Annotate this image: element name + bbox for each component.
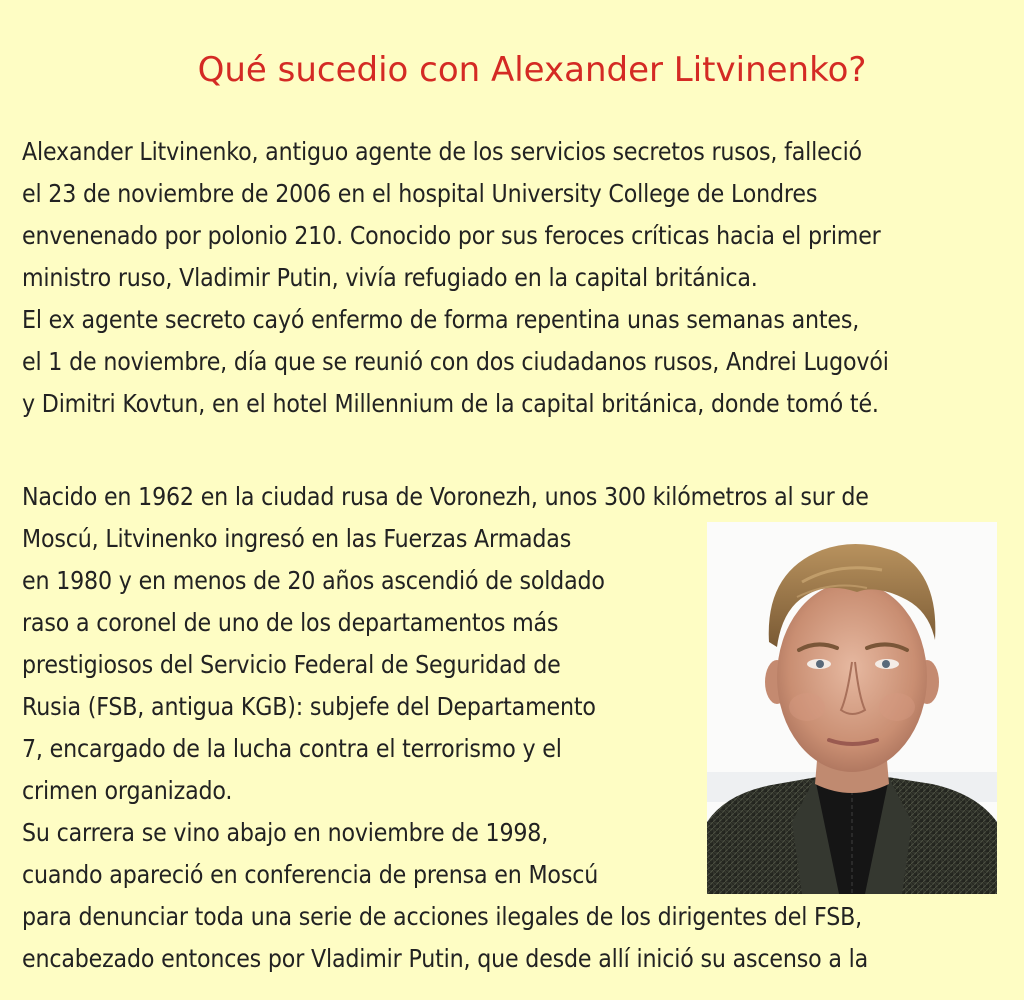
paragraph-line: en 1980 y en menos de 20 años ascendió de soldado — [22, 566, 605, 595]
paragraph-line: y Dimitri Kovtun, en el hotel Millennium de la capital británica, donde tomó té. — [22, 389, 879, 418]
paragraph-line: Nacido en 1962 en la ciudad rusa de Voronezh, unos 300 kilómetros al sur de — [22, 482, 869, 511]
paragraph-line: Su carrera se vino abajo en noviembre de 1998, — [22, 818, 549, 847]
paragraph-line: el 23 de noviembre de 2006 en el hospital University College de Londres — [22, 179, 818, 208]
paragraph-line: crimen organizado. — [22, 776, 233, 805]
paragraph-line: el 1 de noviembre, día que se reunió con dos ciudadanos rusos, Andrei Lugovói — [22, 347, 889, 376]
article-title: Qué sucedio con Alexander Litvinenko? — [197, 50, 867, 90]
paragraph-line: envenenado por polonio 210. Conocido por sus feroces críticas hacia el primer — [22, 221, 881, 250]
paragraph-line: El ex agente secreto cayó enfermo de forma repentina unas semanas antes, — [22, 305, 860, 334]
paragraph-line: para denunciar toda una serie de acciones ilegales de los dirigentes del FSB, — [22, 902, 863, 931]
paragraph-line: ministro ruso, Vladimir Putin, vivía refugiado en la capital británica. — [22, 263, 758, 292]
paragraph-line: raso a coronel de uno de los departamentos más — [22, 608, 559, 637]
paragraph-line: Alexander Litvinenko, antiguo agente de los servicios secretos rusos, falleció — [22, 137, 862, 166]
paragraph-line: Rusia (FSB, antigua KGB): subjefe del Departamento — [22, 692, 596, 721]
paragraph-line: Moscú, Litvinenko ingresó en las Fuerzas Armadas — [22, 524, 572, 553]
paragraph-line: 7, encargado de la lucha contra el terrorismo y el — [22, 734, 562, 763]
paragraph-line: encabezado entonces por Vladimir Putin, que desde allí inició su ascenso a la — [22, 944, 869, 973]
paragraph-line: prestigiosos del Servicio Federal de Seguridad de — [22, 650, 561, 679]
paragraph-line: cuando apareció en conferencia de prensa en Moscú — [22, 860, 599, 889]
portrait-photo — [707, 522, 997, 894]
